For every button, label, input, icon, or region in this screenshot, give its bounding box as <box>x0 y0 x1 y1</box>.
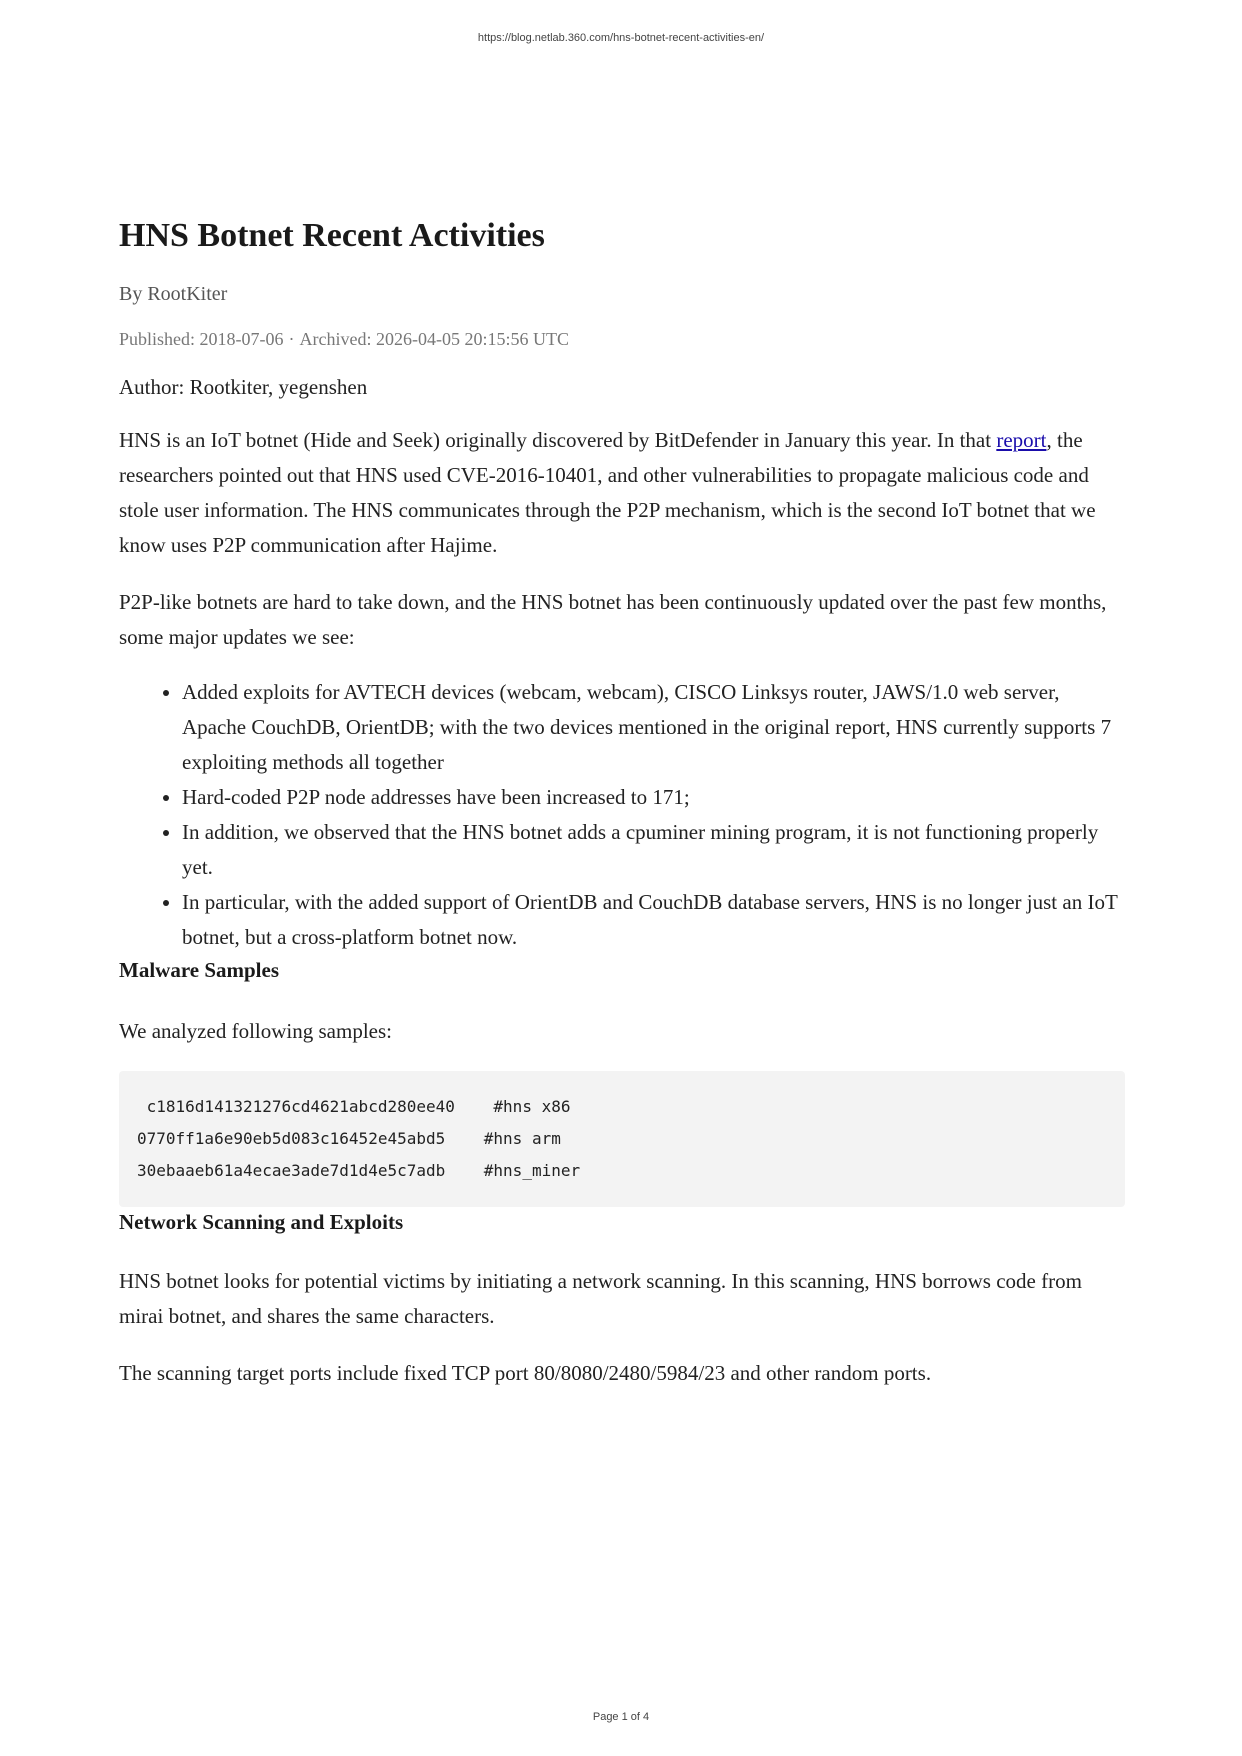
meta-separator: · <box>288 329 295 349</box>
publish-meta <box>119 326 1125 352</box>
sample-hashes-code-block <box>119 1071 1125 1207</box>
intro-paragraph <box>119 423 1125 563</box>
report-link[interactable]: report <box>996 428 1047 452</box>
code-line: 30ebaaeb61a4ecae3ade7d1d4e5c7adb #hns_miner <box>137 1161 581 1180</box>
list-item: • Hard-coded P2P node addresses have been increased to 171; <box>182 780 1125 815</box>
page-footer: Page 1 of 4 <box>592 1711 650 1723</box>
analyzed-samples-text: We analyzed following samples: <box>119 1019 392 1043</box>
target-ports-paragraph: The scanning target ports include fixed TCP port 80/8080/2480/5984/23 and other random ports. <box>119 1361 932 1385</box>
updates-list <box>119 675 1125 955</box>
list-item: • In addition, we observed that the HNS botnet adds a cpuminer mining program, it is not functioning properly yet. <box>182 815 1125 885</box>
byline: By RootKiter <box>119 283 228 305</box>
network-scanning-paragraph: HNS botnet looks for potential victims by initiating a network scanning. In this scanning, HNS borrows code from mirai botnet, and shares the same characters. <box>119 1269 1082 1328</box>
updates-intro-paragraph: P2P-like botnets are hard to take down, and the HNS botnet has been continuously updated over the past few months, some major updates we see: <box>119 590 1107 649</box>
page-url: https://blog.netlab.360.com/hns-botnet-recent-activities-en/ <box>477 32 765 44</box>
code-line: 0770ff1a6e90eb5d083c16452e45abd5 #hns arm <box>137 1129 561 1148</box>
list-item: • In particular, with the added support of OrientDB and CouchDB database servers, HNS is no longer just an IoT botnet, but a cross-platform botnet now. <box>182 885 1125 955</box>
archived-date: Archived: 2026-04-05 20:15:56 UTC <box>299 329 569 349</box>
network-scanning-heading: Network Scanning and Exploits <box>119 1210 404 1234</box>
page-title: HNS Botnet Recent Activities <box>119 217 545 254</box>
malware-samples-heading: Malware Samples <box>119 958 280 982</box>
code-line: c1816d141321276cd4621abcd280ee40 #hns x86 <box>137 1097 571 1116</box>
published-date: Published: 2018-07-06 <box>119 329 284 349</box>
intro-text-start: HNS is an IoT botnet (Hide and Seek) originally discovered by BitDefender in January this year. In that <box>119 428 997 452</box>
intro-text-end: , the researchers pointed out that HNS used CVE-2016-10401, and other vulnerabilities to propagate malicious code and stole user information. The HNS communicates through the P2P mechanism, which is the second IoT botnet that we know uses P2P communication after Hajime. <box>119 428 1096 557</box>
author-line: Author: Rootkiter, yegenshen <box>119 375 368 399</box>
list-item: • Added exploits for AVTECH devices (webcam, webcam), CISCO Linksys router, JAWS/1.0 web server, Apache CouchDB, OrientDB; with the two devices mentioned in the original report, HNS currently supports 7 exploiting methods all together <box>182 675 1125 780</box>
article <box>119 212 1125 1391</box>
